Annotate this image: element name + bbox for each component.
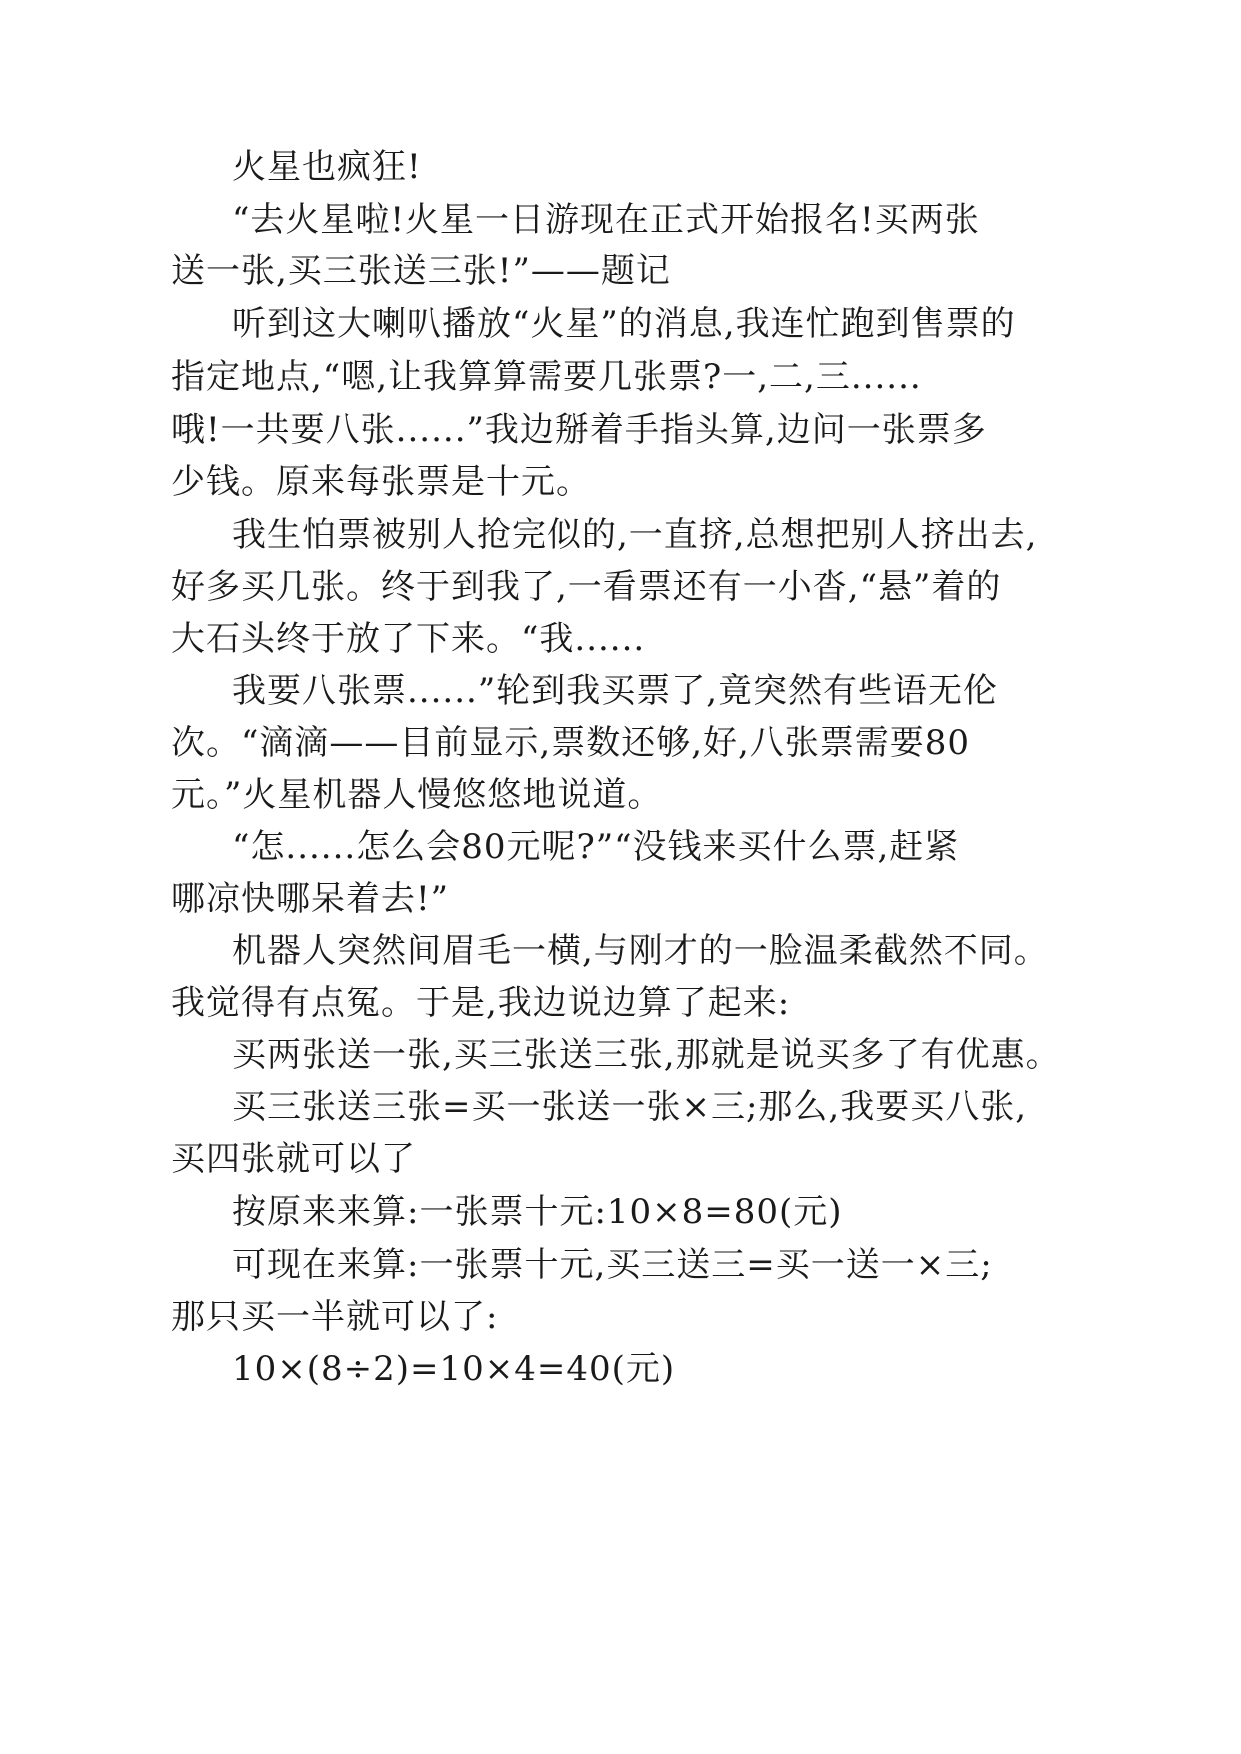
text-line: 买三张送三张=买一张送一张×三;那么,我要买八张,: [232, 1087, 1028, 1127]
text-line: 送一张,买三张送三张!”——题记: [171, 251, 671, 291]
text-line: 哦!一共要八张......”我边掰着手指头算,边问一张票多: [171, 410, 987, 450]
text-line: 我生怕票被别人抢完似的,一直挤,总想把别人挤出去,: [232, 515, 1038, 555]
text-line: 少钱。原来每张票是十元。: [171, 462, 591, 502]
text-line: 好多买几张。终于到我了,一看票还有一小沓,“悬”着的: [171, 567, 1002, 607]
text-line: 可现在来算:一张票十元,买三送三=买一送一×三;: [232, 1245, 993, 1285]
text-line: 10×(8÷2)=10×4=40(元): [232, 1349, 676, 1389]
text-line: 机器人突然间眉毛一横,与刚才的一脸温柔截然不同。: [232, 931, 1049, 971]
text-line: “去火星啦!火星一日游现在正式开始报名!买两张: [232, 200, 980, 240]
text-line: 听到这大喇叭播放“火星”的消息,我连忙跑到售票的: [232, 304, 1016, 344]
text-line: 买两张送一张,买三张送三张,那就是说买多了有优惠。: [232, 1035, 1061, 1075]
text-line: 那只买一半就可以了:: [171, 1297, 499, 1337]
text-line: 火星也疯狂!: [232, 147, 422, 187]
text-line: 大石头终于放了下来。“我......: [171, 619, 646, 659]
text-line: 买四张就可以了: [171, 1139, 416, 1179]
text-line: 按原来来算:一张票十元:10×8=80(元): [232, 1192, 843, 1232]
text-line: 哪凉快哪呆着去!”: [171, 879, 450, 919]
text-line: 我要八张票......”轮到我买票了,竟突然有些语无伦: [232, 671, 999, 711]
text-line: 次。“滴滴——目前显示,票数还够,好,八张票需要80: [171, 723, 971, 763]
text-line: 元。”火星机器人慢悠悠地说道。: [171, 775, 663, 815]
text-line: “怎......怎么会80元呢?”“没钱来买什么票,赶紧: [232, 827, 960, 867]
text-line: 我觉得有点冤。于是,我边说边算了起来:: [171, 983, 791, 1023]
text-line: 指定地点,“嗯,让我算算需要几张票?一,二,三......: [171, 357, 922, 397]
